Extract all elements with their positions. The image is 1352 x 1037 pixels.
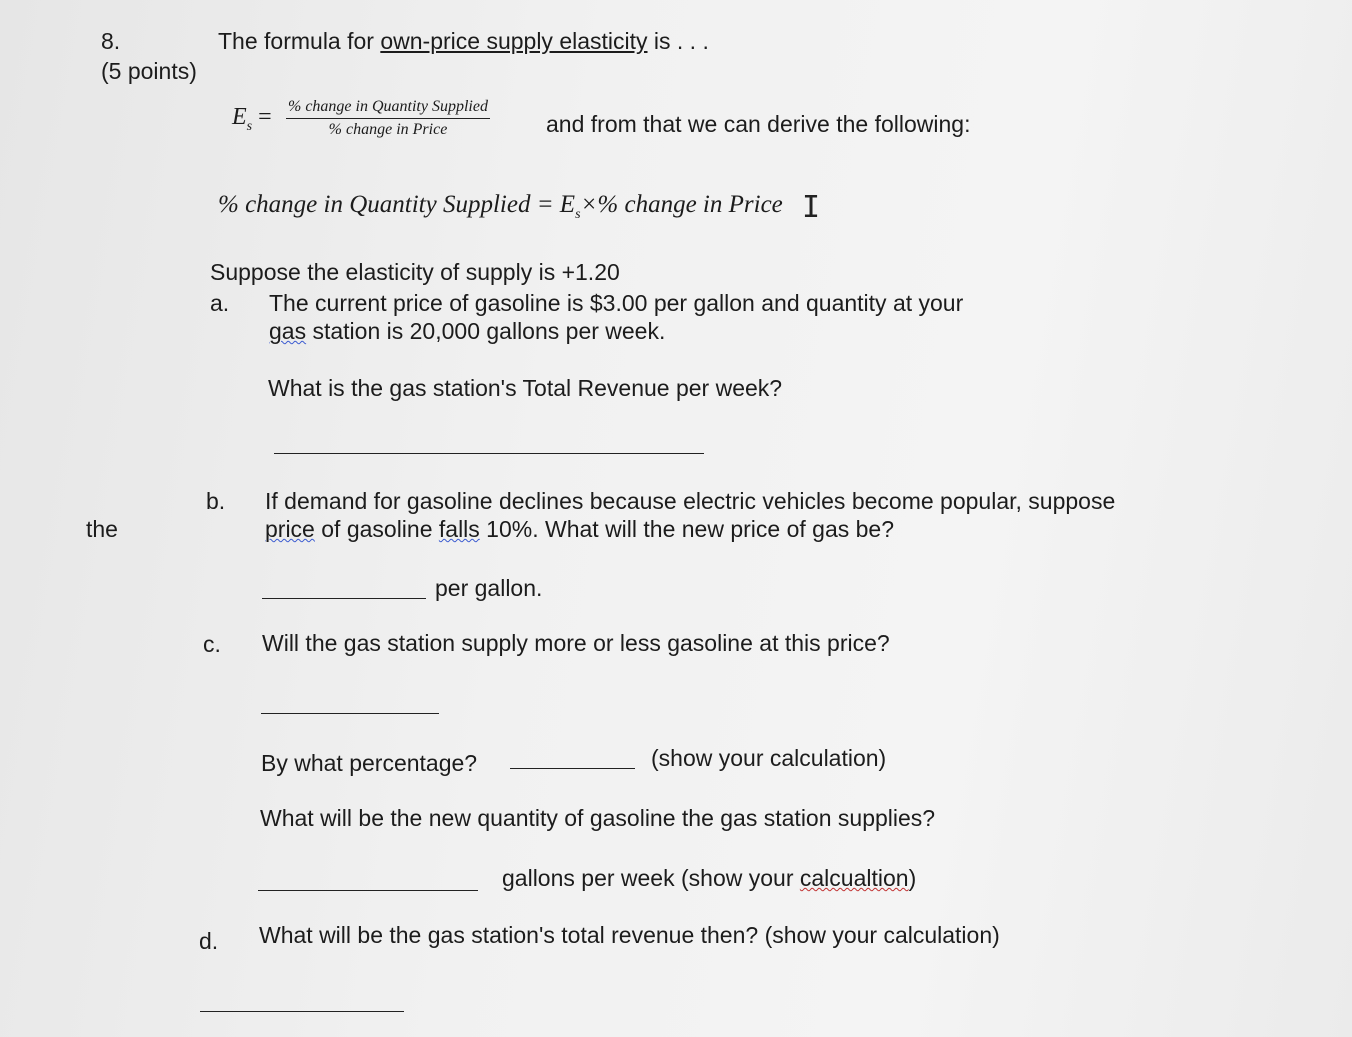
derive-text: and from that we can derive the following: [546, 111, 971, 137]
part-b-line2: price of gasoline falls 10%. What will the new price of gas be? [265, 516, 895, 542]
percentage-label: By what percentage? [261, 750, 478, 776]
part-d-question: What will be the gas station's total revenue then? (show your calculation) [259, 922, 1000, 948]
margin-word: the [86, 516, 118, 542]
question-points: (5 points) [101, 58, 197, 84]
formula-lhs: $E_s$ = [232, 104, 272, 134]
part-a-line2: gas station is 20,000 gallons per week. [269, 318, 666, 344]
formula-fraction [286, 98, 490, 139]
quantity-suffix: gallons per week (show your calcualtion) [502, 865, 917, 891]
derived-formula: % change in Quantity Supplied = $E_s\times\%$ change in Price [218, 191, 783, 222]
part-a-question: What is the gas station's Total Revenue per week? [268, 375, 783, 401]
intro-term: own-price supply elasticity [380, 28, 648, 54]
part-a-letter: a. [210, 290, 230, 316]
part-b-line1: If demand for gasoline declines because electric vehicles become popular, suppose [265, 488, 1116, 514]
premise: Suppose the elasticity of supply is +1.20 [210, 259, 620, 285]
question-number: 8. [101, 28, 121, 54]
answer-blank-quantity[interactable] [258, 890, 478, 891]
percentage-suffix: (show your calculation) [651, 745, 887, 771]
formula-numerator: % change in Quantity Supplied [286, 98, 490, 119]
part-d-letter: d. [199, 928, 219, 954]
quantity-question: What will be the new quantity of gasoline the gas station supplies? [260, 805, 936, 831]
part-c-letter: c. [203, 631, 221, 657]
answer-blank-b[interactable] [262, 598, 426, 599]
answer-blank-c[interactable] [261, 713, 439, 714]
answer-blank-a[interactable] [274, 453, 704, 454]
part-b-suffix: per gallon. [435, 575, 543, 601]
text-cursor-icon: I [802, 190, 821, 225]
intro-sentence: The formula for own-price supply elasticity is . . . [218, 28, 709, 54]
part-b-letter: b. [206, 488, 226, 514]
part-a-line1: The current price of gasoline is $3.00 per gallon and quantity at your [269, 290, 964, 316]
answer-blank-d[interactable] [200, 1011, 404, 1012]
formula-denominator: % change in Price [328, 121, 448, 138]
part-c-question: Will the gas station supply more or less gasoline at this price? [262, 630, 890, 656]
answer-blank-percentage[interactable] [510, 768, 635, 769]
